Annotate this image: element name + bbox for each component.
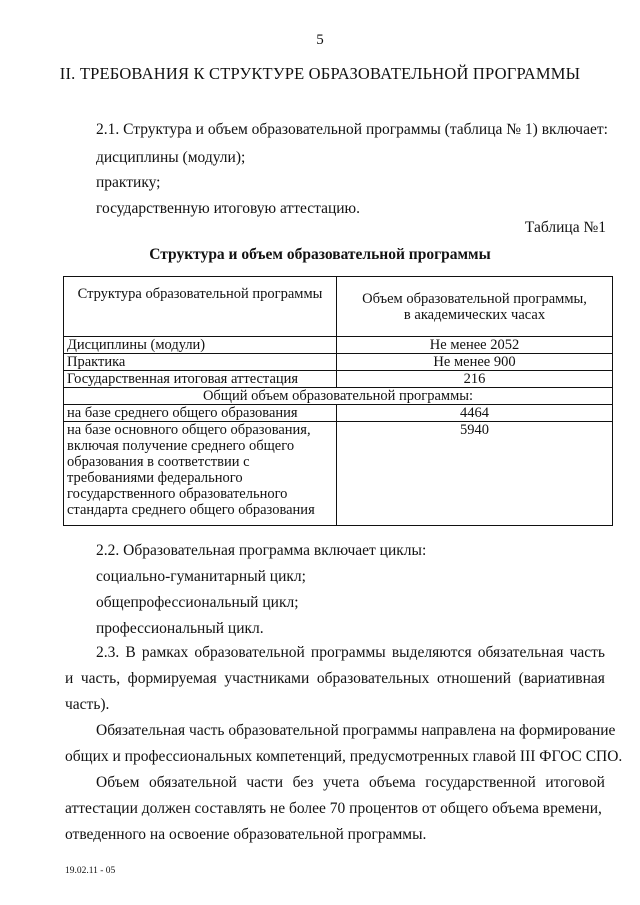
word: образовательных xyxy=(316,670,430,687)
table-cell-label: Дисциплины (модули) xyxy=(64,337,337,354)
word: образовательной xyxy=(194,644,305,661)
table-row xyxy=(64,422,613,526)
paragraph-2-1: 2.1. Структура и объем образовательной программы (таблица № 1) включает: xyxy=(96,121,608,138)
table-header-row xyxy=(64,277,613,337)
table-header-cell xyxy=(337,277,613,337)
word: обязательная xyxy=(477,644,564,661)
cell-line: на базе основного общего образования, xyxy=(67,422,311,438)
paragraph-2-3-line xyxy=(65,670,605,688)
header-line: в академических часах xyxy=(403,306,546,323)
cell-line: государственного образовательного xyxy=(67,486,288,502)
table-row xyxy=(64,354,613,371)
list-item: общепрофессиональный цикл; xyxy=(96,594,299,611)
word: отношений xyxy=(436,670,512,687)
word: без xyxy=(292,774,314,791)
table-row xyxy=(64,405,613,422)
section-heading: II. ТРЕБОВАНИЯ К СТРУКТУРЕ ОБРАЗОВАТЕЛЬНОЙ ПРОГРАММЫ xyxy=(59,64,581,83)
paragraph-volume-line xyxy=(96,774,605,792)
table-cell-value: 216 xyxy=(337,371,613,388)
word: часть, xyxy=(80,670,121,687)
table-caption: Таблица №1 xyxy=(524,219,606,236)
header-line: Объем образовательной программы, xyxy=(362,290,587,307)
word: объема xyxy=(368,774,416,791)
word: (вариативная xyxy=(518,670,605,687)
word: Объем xyxy=(96,774,140,791)
table-span-cell: Общий объем образовательной программы: xyxy=(64,388,613,405)
cell-line: образования в соответствии с xyxy=(67,454,250,470)
paragraph-volume-line: аттестации должен составлять не более 70 процентов от общего объема времени, xyxy=(65,800,602,817)
footer-code: 19.02.11 - 05 xyxy=(65,866,116,876)
table-cell-value: 5940 xyxy=(337,422,613,526)
table-title: Структура и объем образовательной программы xyxy=(149,246,491,263)
paragraph-2-3-line xyxy=(96,644,605,662)
word: учета xyxy=(323,774,360,791)
list-item: дисциплины (модули); xyxy=(96,149,246,166)
cell-line: стандарта среднего общего образования xyxy=(67,502,315,518)
list-item: социально-гуманитарный цикл; xyxy=(96,568,306,585)
table-cell-label: Государственная итоговая аттестация xyxy=(64,371,337,388)
list-item: практику; xyxy=(96,174,161,191)
paragraph-volume-line: отведенного на освоение образовательной программы. xyxy=(65,826,427,843)
table-header-cell: Структура образовательной программы xyxy=(64,277,337,337)
word: 2.3. xyxy=(96,644,120,661)
word: государственной xyxy=(425,774,536,791)
table-cell-label: на базе среднего общего образования xyxy=(64,405,337,422)
table-row xyxy=(64,337,613,354)
table-cell-value: 4464 xyxy=(337,405,613,422)
table-cell-value: Не менее 2052 xyxy=(337,337,613,354)
word: участниками xyxy=(224,670,310,687)
word: итоговой xyxy=(545,774,605,791)
table-row xyxy=(64,371,613,388)
word: и xyxy=(65,670,74,687)
paragraph-mandatory-line: общих и профессиональных компетенций, предусмотренных главой III ФГОС СПО. xyxy=(65,748,623,765)
paragraph-2-3-line: часть). xyxy=(65,696,110,713)
word: В xyxy=(125,644,136,661)
word: рамках xyxy=(141,644,189,661)
cell-line: включая получение среднего общего xyxy=(67,438,295,454)
table-cell-label xyxy=(64,422,337,526)
table-span-row xyxy=(64,388,613,405)
paragraph-2-2: 2.2. Образовательная программа включает циклы: xyxy=(96,542,427,559)
structure-table xyxy=(63,276,613,526)
word: выделяются xyxy=(391,644,472,661)
cell-line: требованиями федерального xyxy=(67,470,243,486)
word: формируемая xyxy=(127,670,217,687)
word: обязательной xyxy=(149,774,237,791)
page-number: 5 xyxy=(316,32,324,48)
table-cell-label: Практика xyxy=(64,354,337,371)
list-item: профессиональный цикл. xyxy=(96,620,264,637)
word: программы xyxy=(310,644,386,661)
list-item: государственную итоговую аттестацию. xyxy=(96,200,361,217)
word: часть xyxy=(569,644,605,661)
table-cell-value: Не менее 900 xyxy=(337,354,613,371)
word: части xyxy=(246,774,283,791)
paragraph-mandatory-line: Обязательная часть образовательной программы направлена на формирование xyxy=(96,722,616,739)
